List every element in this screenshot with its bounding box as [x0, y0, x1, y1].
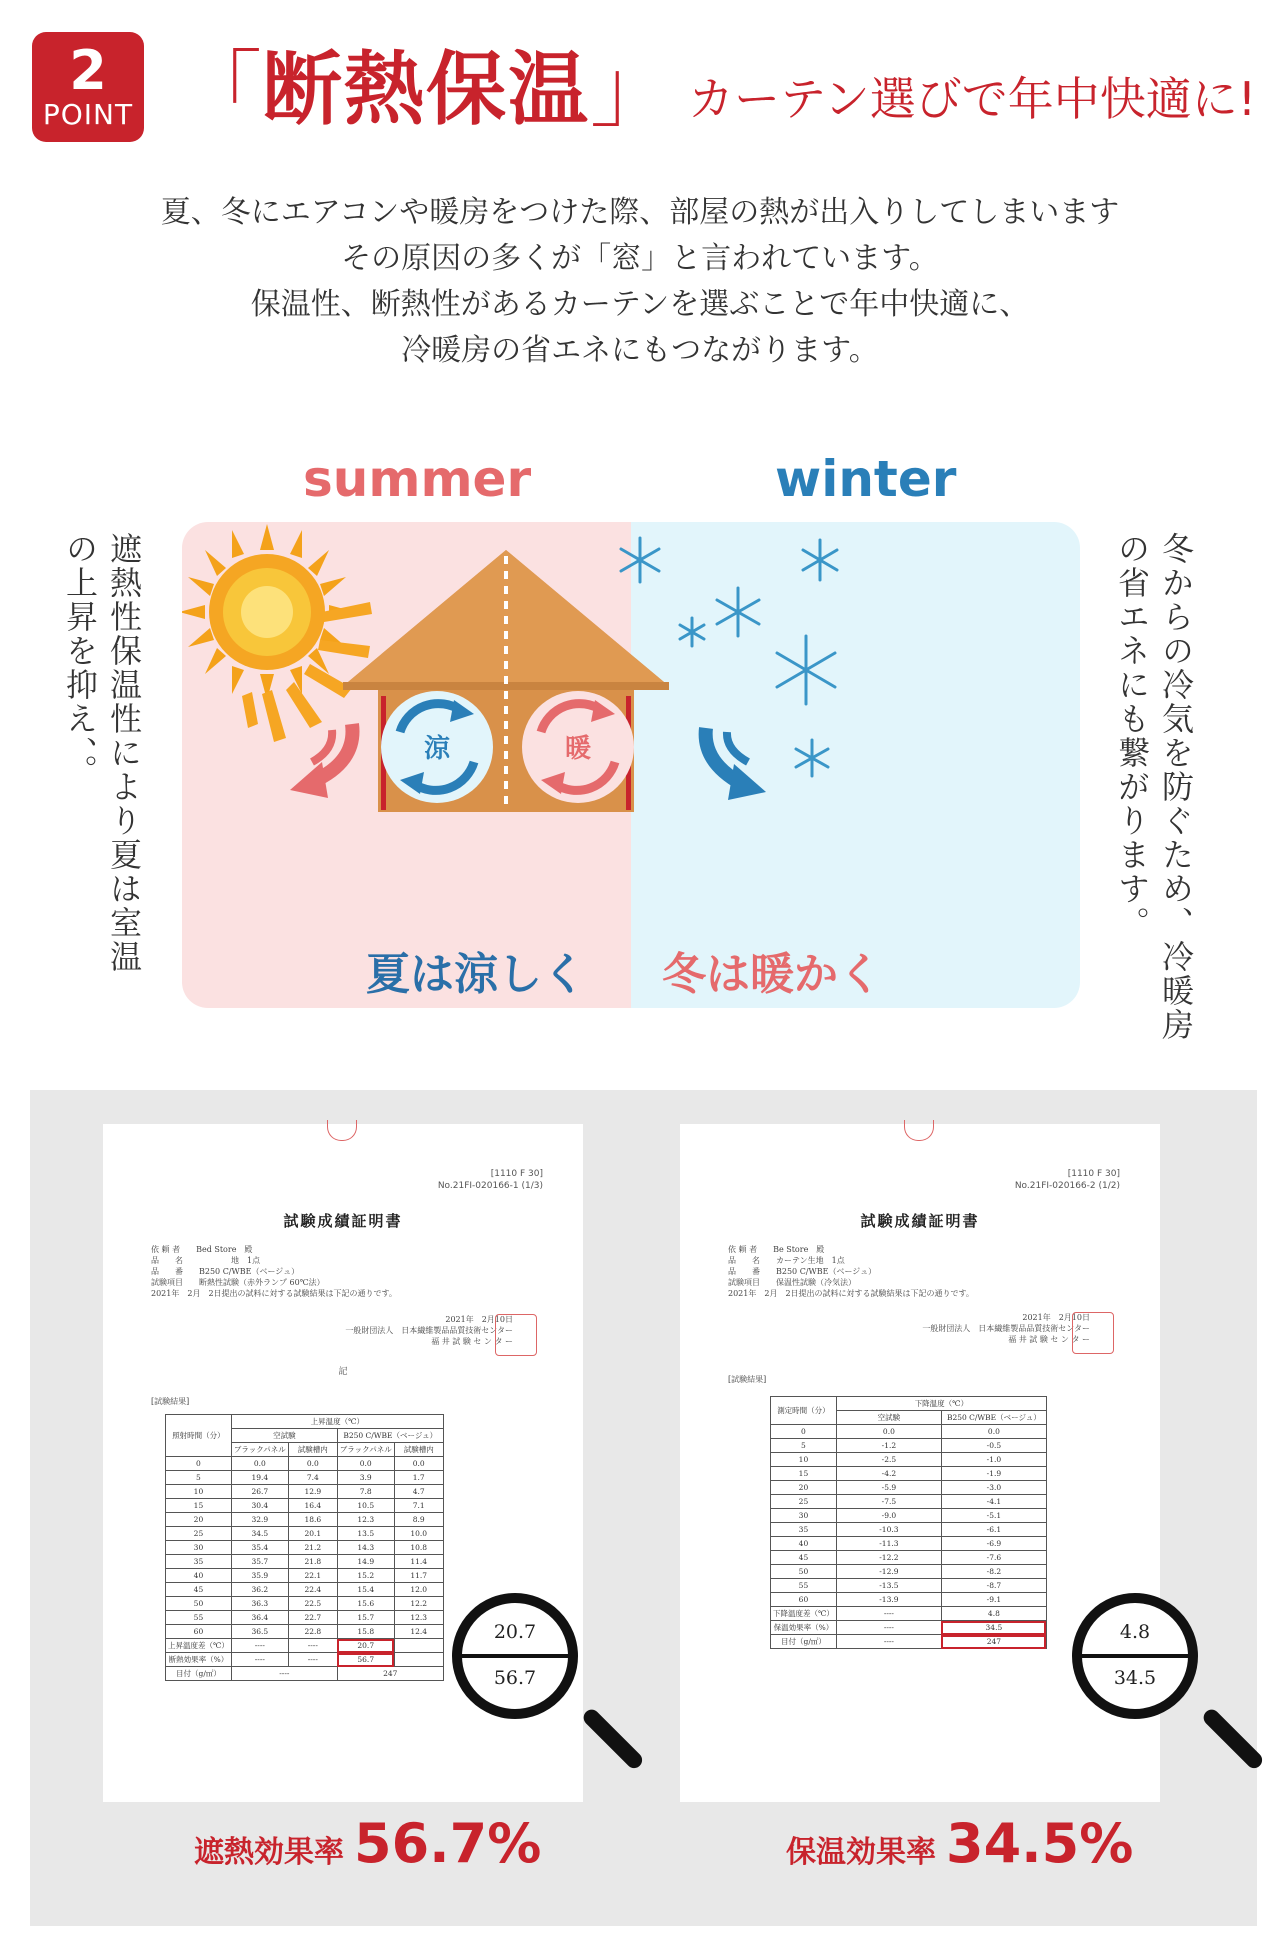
certificate-number: [1015, 1168, 1120, 1192]
certificate-number: [438, 1168, 543, 1192]
table-cell: 3.9: [337, 1471, 394, 1485]
table-cell: 10: [166, 1485, 232, 1499]
table-cell: 55: [166, 1611, 232, 1625]
table-cell: -6.9: [941, 1537, 1046, 1551]
issue-date: 2021年 2月10日: [1022, 1313, 1090, 1322]
result-heat-retention: [786, 1812, 1133, 1875]
certificate-heat-retention: [680, 1124, 1160, 1802]
meta-line: 試験項目 保温性試験（冷気法）: [728, 1278, 856, 1287]
table-cell: -6.1: [941, 1523, 1046, 1537]
table-cell: 15: [771, 1467, 837, 1481]
header-cell: B250 C/WBE（ベージュ）: [337, 1429, 443, 1443]
result-label: 遮熱効果率: [194, 1835, 344, 1870]
table-cell: -1.9: [941, 1467, 1046, 1481]
open-bracket: 「: [178, 41, 263, 139]
table-cell: 36.4: [231, 1611, 288, 1625]
table-row: [166, 1611, 444, 1625]
table-cell: 15.7: [337, 1611, 394, 1625]
table-cell: -1.0: [941, 1453, 1046, 1467]
table-cell: 247: [337, 1667, 443, 1681]
table-row: [166, 1541, 444, 1555]
table-row: [771, 1453, 1047, 1467]
table-cell: 26.7: [231, 1485, 288, 1499]
lens-divider: [458, 1654, 572, 1658]
table-row: [166, 1457, 444, 1471]
table-cell: 35: [166, 1555, 232, 1569]
table-cell: 12.4: [394, 1625, 443, 1639]
table-cell: 45: [166, 1583, 232, 1597]
lens-divider: [1078, 1654, 1192, 1658]
warm-kanji: 暖: [564, 734, 592, 764]
table-cell: 0.0: [288, 1457, 337, 1471]
point-badge: [32, 32, 144, 142]
meta-line: 2021年 2月 2日提出の試料に対する試験結果は下記の通りです。: [151, 1289, 397, 1298]
table-cell: [394, 1653, 443, 1667]
table-row: [771, 1425, 1047, 1439]
table-cell: -0.5: [941, 1439, 1046, 1453]
result-value: 34.5%: [946, 1812, 1134, 1875]
table-cell: -9.1: [941, 1593, 1046, 1607]
header-cell: 上昇温度（℃）: [231, 1415, 443, 1429]
table-cell: 30.4: [231, 1499, 288, 1513]
issuer-line: 福 井 試 験 セ ン タ ー: [431, 1337, 513, 1346]
left-side-text: 遮熱性保温性により夏は室温の上昇を抑え、。: [61, 532, 143, 974]
title-main: 断熱保温: [262, 43, 591, 136]
table-row: [771, 1593, 1047, 1607]
table-row: [166, 1569, 444, 1583]
intro-line: その原因の多くが「窓」と言われています。: [341, 241, 939, 276]
table-cell: 22.4: [288, 1583, 337, 1597]
table-cell: 14.9: [337, 1555, 394, 1569]
heat-blocked-arrow-icon: [290, 724, 353, 798]
table-row: [771, 1495, 1047, 1509]
table-cell: 50: [166, 1597, 232, 1611]
table-cell: 36.2: [231, 1583, 288, 1597]
table-cell: ----: [231, 1667, 337, 1681]
ki-mark: 記: [338, 1367, 348, 1377]
table-cell: 30: [166, 1541, 232, 1555]
table-cell: [394, 1639, 443, 1653]
table-row: [166, 1527, 444, 1541]
table-cell: 35.9: [231, 1569, 288, 1583]
meta-line: 品 名 地 1点: [151, 1256, 261, 1265]
table-row: [166, 1513, 444, 1527]
table-cell: 25: [166, 1527, 232, 1541]
row-label: 目付（g/㎡）: [166, 1667, 232, 1681]
header-cell: 空試験: [231, 1429, 337, 1443]
cool-kanji: 涼: [423, 734, 451, 764]
table-cell: ----: [231, 1653, 288, 1667]
table-cell: 5: [771, 1439, 837, 1453]
table-cell: -5.9: [836, 1481, 941, 1495]
table-cell: 4.7: [394, 1485, 443, 1499]
stamp-icon: [904, 1120, 934, 1141]
close-bracket: 」: [590, 41, 675, 139]
table-cell: 22.8: [288, 1625, 337, 1639]
table-cell: 13.5: [337, 1527, 394, 1541]
row-label: 上昇温度差（℃）: [166, 1639, 232, 1653]
meta-line: 依 頼 者 Be Store 殿: [728, 1245, 825, 1254]
lens-bottom-value: 56.7: [493, 1667, 537, 1689]
header-cell: ブラックパネル: [231, 1443, 288, 1457]
magnifier-icon: [452, 1593, 578, 1719]
table-cell: 36.5: [231, 1625, 288, 1639]
doc-id: No.21FI-020166-2 (1/2): [1014, 1181, 1120, 1191]
table-cell: -5.1: [941, 1509, 1046, 1523]
highlight-weight: 247: [941, 1635, 1046, 1649]
highlight-fall: 4.8: [941, 1607, 1046, 1621]
table-row: [166, 1485, 444, 1499]
table-cell: ----: [288, 1639, 337, 1653]
table-cell: -12.2: [836, 1551, 941, 1565]
intro-line: 夏、冬にエアコンや暖房をつけた際、部屋の熱が出入りしてしまいます: [160, 195, 1120, 230]
row-label: 下降温度差（℃）: [771, 1607, 837, 1621]
cold-blocked-arrow-icon: [706, 728, 766, 800]
table-cell: 0.0: [836, 1425, 941, 1439]
lens-top-value: 4.8: [1119, 1621, 1151, 1643]
table-cell: 32.9: [231, 1513, 288, 1527]
table-cell: -10.3: [836, 1523, 941, 1537]
table-row: [771, 1565, 1047, 1579]
stamp-icon: [327, 1120, 357, 1141]
doc-number: [1110 F 30]: [490, 1169, 543, 1179]
table-cell: 40: [166, 1569, 232, 1583]
certificate-title: 試験成績証明書: [860, 1212, 980, 1230]
table-row: [166, 1597, 444, 1611]
table-cell: 12.0: [394, 1583, 443, 1597]
table-cell: 45: [771, 1551, 837, 1565]
table-row: [771, 1481, 1047, 1495]
table-cell: 19.4: [231, 1471, 288, 1485]
highlight-efficiency: 34.5: [941, 1621, 1046, 1635]
table-cell: -3.0: [941, 1481, 1046, 1495]
issuer-block: [345, 1314, 513, 1347]
table-cell: ----: [836, 1621, 941, 1635]
table-cell: 7.8: [337, 1485, 394, 1499]
certificate-meta: [151, 1244, 397, 1299]
table-cell: 34.5: [231, 1527, 288, 1541]
intro-line: 冷暖房の省エネにもつながります。: [401, 333, 879, 368]
badge-label: POINT: [42, 98, 134, 131]
lens-bottom-value: 34.5: [1113, 1667, 1157, 1689]
table-cell: 11.7: [394, 1569, 443, 1583]
header-cell: 測定時間（分）: [771, 1397, 837, 1425]
table-cell: 18.6: [288, 1513, 337, 1527]
meta-line: 依 頼 者 Bed Store 殿: [151, 1245, 253, 1254]
meta-line: 2021年 2月 2日提出の試料に対する試験結果は下記の通りです。: [728, 1289, 974, 1298]
header-cell: B250 C/WBE（ベージュ）: [941, 1411, 1046, 1425]
table-cell: -8.7: [941, 1579, 1046, 1593]
table-cell: 12.9: [288, 1485, 337, 1499]
table-cell: 10: [771, 1453, 837, 1467]
table-row: [166, 1625, 444, 1639]
table-cell: 12.2: [394, 1597, 443, 1611]
table-cell: 35.7: [231, 1555, 288, 1569]
magnifier-icon: [1072, 1593, 1198, 1719]
table-cell: 0.0: [231, 1457, 288, 1471]
results-heading: [試験結果]: [151, 1397, 190, 1406]
table-cell: ----: [231, 1639, 288, 1653]
table-cell: ----: [836, 1607, 941, 1621]
table-cell: 0.0: [941, 1425, 1046, 1439]
intro-text: [0, 190, 1280, 374]
table-row: [166, 1499, 444, 1513]
table-cell: -13.9: [836, 1593, 941, 1607]
table-cell: -7.5: [836, 1495, 941, 1509]
house-illustration: [182, 522, 1080, 1008]
meta-line: 品 番 B250 C/WBE（ベージュ）: [151, 1267, 300, 1276]
table-cell: 12.3: [394, 1611, 443, 1625]
table-cell: 5: [166, 1471, 232, 1485]
row-label: 保温効果率（%）: [771, 1621, 837, 1635]
issuer-block: [922, 1312, 1090, 1345]
table-cell: 15.2: [337, 1569, 394, 1583]
row-label: 目付（g/㎡）: [771, 1635, 837, 1649]
row-label: 断熱効果率（%）: [166, 1653, 232, 1667]
certificate-title: 試験成績証明書: [283, 1212, 403, 1230]
header-cell: 下降温度（℃）: [836, 1397, 1046, 1411]
table-row: [771, 1467, 1047, 1481]
header-cell: ブラックパネル: [337, 1443, 394, 1457]
cool-air-icon: [381, 691, 493, 803]
meta-line: 品 名 カーテン生地 1点: [728, 1256, 845, 1265]
table-cell: 15.8: [337, 1625, 394, 1639]
table-cell: 20.1: [288, 1527, 337, 1541]
table-row: [771, 1551, 1047, 1565]
badge-number: 2: [69, 39, 107, 102]
table-cell: 21.8: [288, 1555, 337, 1569]
table-cell: 14.3: [337, 1541, 394, 1555]
table-cell: 22.7: [288, 1611, 337, 1625]
table-cell: 22.1: [288, 1569, 337, 1583]
table-cell: 0: [771, 1425, 837, 1439]
doc-number: [1110 F 30]: [1067, 1169, 1120, 1179]
winter-label: winter: [775, 450, 957, 508]
table-cell: -12.9: [836, 1565, 941, 1579]
table-row: [771, 1537, 1047, 1551]
table-cell: 10.8: [394, 1541, 443, 1555]
lens-top-value: 20.7: [493, 1621, 537, 1643]
table-cell: 7.1: [394, 1499, 443, 1513]
table-cell: -11.3: [836, 1537, 941, 1551]
intro-line: 保温性、断熱性があるカーテンを選ぶことで年中快適に、: [250, 287, 1030, 322]
header-cell: 試験槽内: [394, 1443, 443, 1457]
table-cell: -9.0: [836, 1509, 941, 1523]
table-cell: 7.4: [288, 1471, 337, 1485]
table-cell: 20: [166, 1513, 232, 1527]
seal-stamp: [495, 1314, 537, 1356]
table-cell: 20: [771, 1481, 837, 1495]
table-cell: 11.4: [394, 1555, 443, 1569]
table-cell: -4.1: [941, 1495, 1046, 1509]
table-cell: ----: [836, 1635, 941, 1649]
table-cell: 60: [771, 1593, 837, 1607]
table-cell: 50: [771, 1565, 837, 1579]
result-label: 保温効果率: [786, 1835, 936, 1870]
issuer-line: 一般財団法人 日本繊維製品品質技術センター: [922, 1324, 1090, 1333]
table-cell: -2.5: [836, 1453, 941, 1467]
highlight-rise: 20.7: [337, 1639, 394, 1653]
table-row: [771, 1523, 1047, 1537]
results-table: [770, 1396, 1047, 1649]
doc-id: No.21FI-020166-1 (1/3): [437, 1181, 543, 1191]
table-cell: 60: [166, 1625, 232, 1639]
table-cell: 0.0: [394, 1457, 443, 1471]
table-cell: 8.9: [394, 1513, 443, 1527]
table-cell: 15: [166, 1499, 232, 1513]
table-cell: -8.2: [941, 1565, 1046, 1579]
table-row: [166, 1583, 444, 1597]
table-cell: 21.2: [288, 1541, 337, 1555]
table-row: [166, 1471, 444, 1485]
table-row: [771, 1579, 1047, 1593]
meta-line: 品 番 B250 C/WBE（ベージュ）: [728, 1267, 877, 1276]
table-cell: 15.6: [337, 1597, 394, 1611]
header-cell: 空試験: [836, 1411, 941, 1425]
summer-label: summer: [303, 450, 532, 508]
certificate-meta: [728, 1244, 974, 1299]
table-row: [771, 1439, 1047, 1453]
result-value: 56.7%: [354, 1812, 542, 1875]
table-row: [771, 1509, 1047, 1523]
table-cell: 0.0: [337, 1457, 394, 1471]
issuer-line: 福 井 試 験 セ ン タ ー: [1008, 1335, 1090, 1344]
right-side-text: 冬からの冷気を防ぐため、冷暖房の省エネにも繋がります。: [1113, 532, 1195, 1042]
table-cell: 35.4: [231, 1541, 288, 1555]
table-cell: 36.3: [231, 1597, 288, 1611]
table-cell: 35: [771, 1523, 837, 1537]
caption-summer: 夏は涼しく: [366, 949, 586, 1000]
table-cell: 1.7: [394, 1471, 443, 1485]
table-cell: -1.2: [836, 1439, 941, 1453]
table-cell: 0: [166, 1457, 232, 1471]
table-cell: 10.0: [394, 1527, 443, 1541]
table-row: [166, 1555, 444, 1569]
table-cell: 22.5: [288, 1597, 337, 1611]
results-heading: [試験結果]: [728, 1375, 767, 1384]
table-cell: ----: [288, 1653, 337, 1667]
page-title: [178, 40, 1256, 140]
table-cell: 10.5: [337, 1499, 394, 1513]
table-cell: 16.4: [288, 1499, 337, 1513]
table-cell: 15.4: [337, 1583, 394, 1597]
caption-winter: 冬は暖かく: [662, 949, 882, 1000]
issuer-line: 一般財団法人 日本繊維製品品質技術センター: [345, 1326, 513, 1335]
table-cell: 25: [771, 1495, 837, 1509]
header-cell: 試験槽内: [288, 1443, 337, 1457]
result-heat-shield: [194, 1812, 541, 1875]
highlight-efficiency: 56.7: [337, 1653, 394, 1667]
warm-air-icon: [522, 691, 634, 803]
table-cell: 55: [771, 1579, 837, 1593]
meta-line: 試験項目 断熱性試験（赤外ランプ 60℃法）: [151, 1278, 325, 1287]
table-cell: -13.5: [836, 1579, 941, 1593]
title-sub: カーテン選びで年中快適に!: [688, 72, 1257, 126]
table-cell: -4.2: [836, 1467, 941, 1481]
results-table: [165, 1414, 444, 1681]
table-cell: -7.6: [941, 1551, 1046, 1565]
issue-date: 2021年 2月10日: [445, 1315, 513, 1324]
seal-stamp: [1072, 1312, 1114, 1354]
table-cell: 30: [771, 1509, 837, 1523]
header-cell: 照射時間（分）: [166, 1415, 232, 1457]
table-cell: 40: [771, 1537, 837, 1551]
table-cell: 12.3: [337, 1513, 394, 1527]
